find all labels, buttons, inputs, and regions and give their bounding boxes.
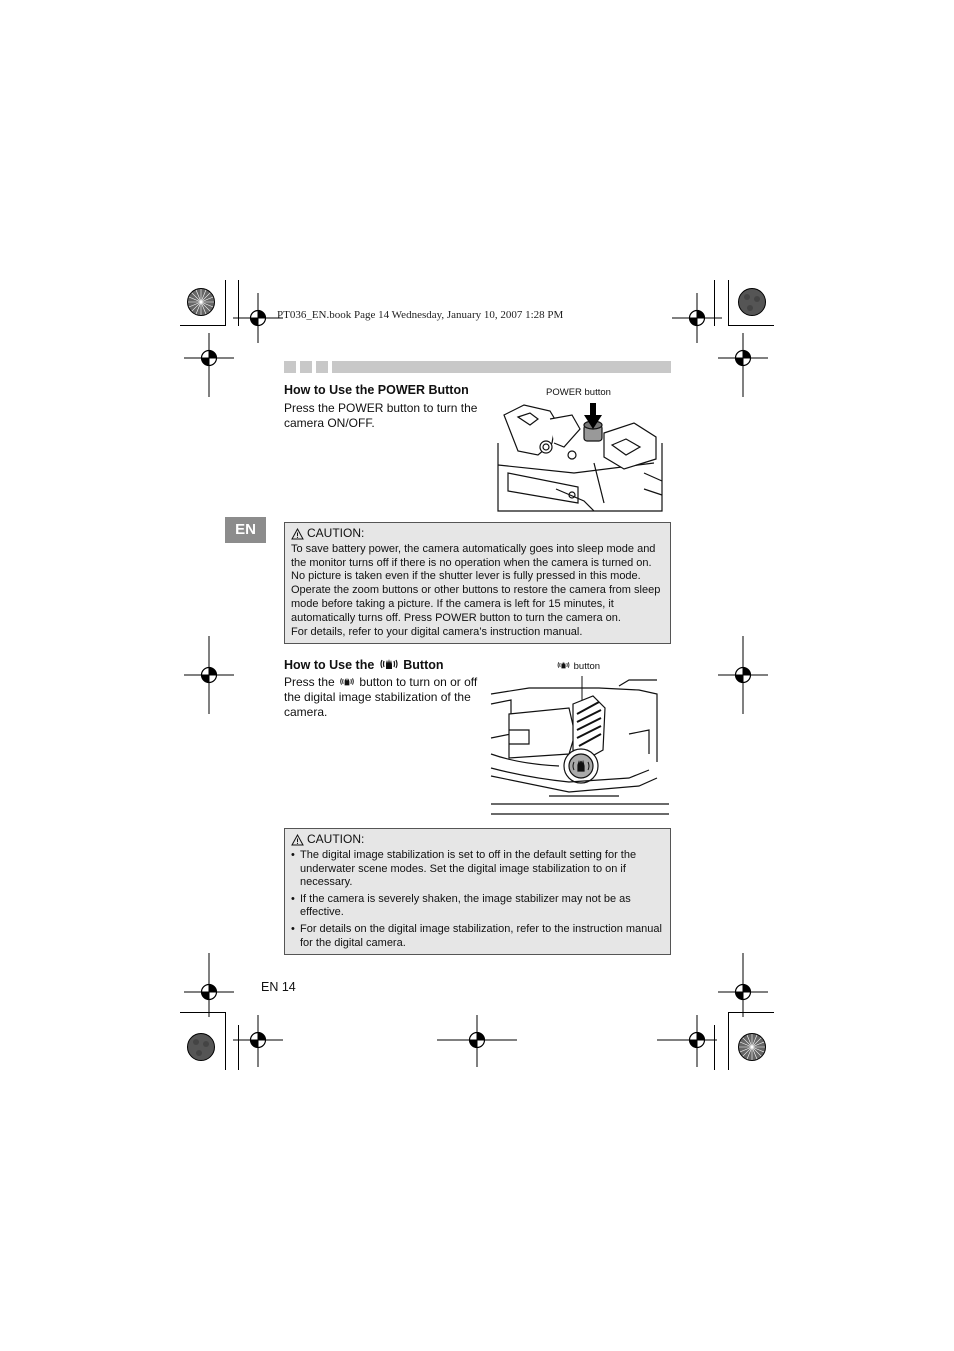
language-tab: EN [225,517,266,543]
caution-item: • If the camera is severely shaken, the image stabilizer may not be as effective. [291,893,663,921]
caution-list [291,849,663,951]
registration-mark-icon [184,636,234,714]
stabilizer-button-illustration [489,674,669,825]
caution-label: CAUTION: [307,526,365,540]
caution-line: mode before taking a picture. If the camera is left for 15 minutes, it [291,597,614,610]
caution-line: No picture is taken even if the shutter lever is fully pressed in this mode. [291,570,641,583]
registration-mark-icon [233,1015,283,1067]
body-prefix: Press the [284,675,335,689]
warning-triangle-icon [291,528,304,540]
stabilizer-button-label: button [556,660,600,672]
hand-shake-icon [556,660,571,670]
warning-triangle-icon [291,834,304,846]
caution-line: automatically turns off. Press POWER button to turn the camera on. [291,611,621,624]
power-section-body: Press the POWER button to turn the camera ON/OFF. [284,401,478,430]
crop-mark [225,280,226,326]
caution-item: • The digital image stabilization is set to off in the default setting for the underwater scene modes. Set the digital image stabilization to on if necessary. [291,849,663,890]
registration-mark-icon [718,953,768,1017]
section-header-bar [284,361,671,373]
body-suffix: button to turn on or off the digital image stabilization of the camera. [284,675,478,719]
caution-line: Operate the zoom buttons or other buttons to restore the camera from sleep [291,584,661,597]
crop-mark [728,325,774,326]
power-section-heading: How to Use the POWER Button [284,383,469,397]
registration-mark-icon [437,1015,517,1067]
registration-mark-icon [657,1015,722,1067]
stabilizer-section-heading [284,657,444,672]
caution-item: • For details on the digital image stabilization, refer to the instruction manual for the digital camera. [291,923,663,951]
crop-mark [180,325,226,326]
caution-line: To save battery power, the camera automatically goes into sleep mode and [291,542,656,555]
power-button-label: POWER button [546,387,611,398]
crop-mark [728,280,729,326]
caution-box-stabilization [284,828,671,955]
power-button-illustration [494,403,664,520]
heading-suffix: Button [403,658,444,672]
crop-mark [225,1012,226,1070]
caution-box-sleep-mode [284,522,671,644]
star-target-icon [737,1032,767,1067]
hand-shake-icon [338,676,356,687]
star-target-icon [186,1032,216,1067]
hand-shake-icon [378,657,400,671]
star-target-icon [737,287,767,322]
heading-prefix: How to Use the [284,658,375,672]
registration-mark-icon [184,953,234,1017]
star-target-icon [186,287,216,322]
stabilizer-section-body [284,675,480,720]
registration-mark-icon [718,636,768,714]
caution-label: CAUTION: [307,832,365,846]
crop-mark [728,1012,729,1070]
print-header: PT036_EN.book Page 14 Wednesday, January 10, 2007 1:28 PM [277,309,564,321]
caution-line: the monitor turns off if there is no operation when the camera is turned on. [291,556,652,569]
page-number: EN 14 [261,980,296,994]
registration-mark-icon [233,293,283,343]
registration-mark-icon [672,293,722,343]
caution-line: For details, refer to your digital camera’s instruction manual. [291,625,583,638]
registration-mark-icon [184,333,234,397]
registration-mark-icon [718,333,768,397]
